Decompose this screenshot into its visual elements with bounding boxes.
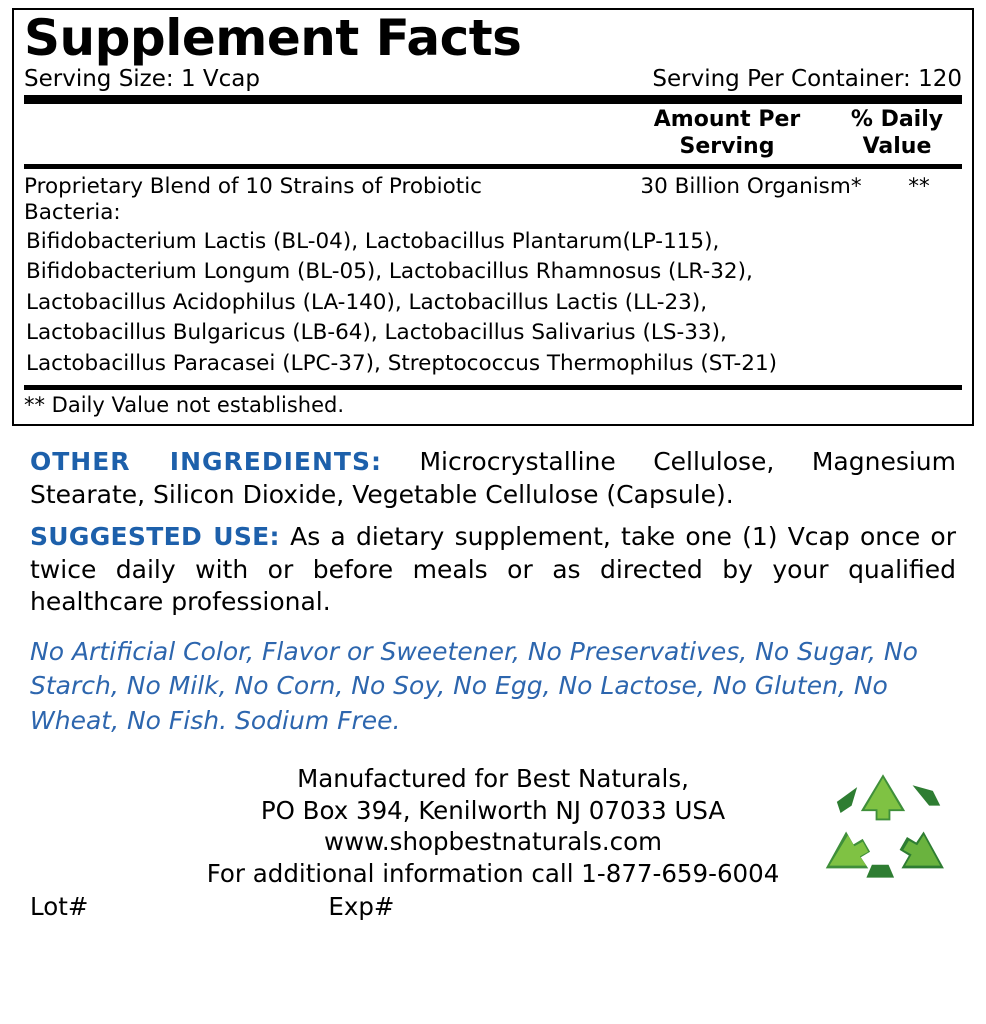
other-ingredients-heading: OTHER INGREDIENTS: — [30, 447, 382, 477]
blend-amount-value: 30 Billion Organism* — [640, 174, 862, 200]
strain-list — [24, 227, 962, 386]
column-header-dv-line2: Value — [862, 133, 932, 159]
manufacturer-name: Manufactured for Best Naturals, — [297, 764, 689, 794]
table-column-headers — [24, 104, 962, 164]
website-url: www.shopbestnaturals.com — [324, 827, 662, 857]
servings-per-container: Serving Per Container: 120 — [652, 66, 962, 92]
blend-name-line1: Proprietary Blend of 10 Strains of Probiotic — [24, 174, 482, 200]
column-header-daily-value — [832, 107, 962, 160]
divider-thick-top — [24, 95, 962, 104]
list-item: Bifidobacterium Longum (BL-05), Lactobacillus Rhamnosus (LR-32), — [26, 259, 753, 285]
other-ingredients-text: Microcrystalline Cellulose, Magnesium Stearate, Silicon Dioxide, Vegetable Cellulose (Capsule). — [30, 447, 956, 509]
supplement-facts-panel — [12, 8, 974, 426]
suggested-use-heading: SUGGESTED USE: — [30, 522, 280, 552]
blend-name-line2: Bacteria: — [24, 200, 121, 226]
contact-phone: For additional information call 1-877-659-6004 — [206, 858, 780, 888]
manufacturer-address: PO Box 394, Kenilworth NJ 07033 USA — [260, 795, 726, 825]
column-header-dv-line1: % Daily — [850, 107, 944, 133]
list-item: Lactobacillus Paracasei (LPC-37), Streptococcus Thermophilus (ST-21) — [26, 350, 778, 376]
exp-label: Exp# — [328, 891, 395, 921]
serving-size: Serving Size: 1 Vcap — [24, 66, 260, 92]
list-item: Lactobacillus Acidophilus (LA-140), Lactobacillus Lactis (LL-23), — [26, 289, 708, 315]
page-title: Supplement Facts — [24, 9, 522, 67]
free-from-statement: No Artificial Color, Flavor or Sweetener, No Preservatives, No Sugar, No Starch, No Milk, No Corn, No Soy, No Egg, No Lactose, No Gluten, No Wheat, No Fish. Sodium Free. — [30, 636, 918, 735]
label-body-text — [12, 426, 974, 738]
manufacturer-footer — [12, 763, 974, 922]
list-item: Bifidobacterium Lactis (BL-04), Lactobacillus Plantarum(LP-115), — [26, 228, 720, 254]
lot-exp-row — [12, 889, 974, 922]
other-ingredients-paragraph — [30, 446, 956, 511]
column-header-amount — [622, 107, 832, 160]
suggested-use-text: As a dietary supplement, take one (1) Vcap once or twice daily with or before meals or as directed by your qualified healthcare professional. — [30, 522, 956, 617]
column-header-amount-line1: Amount Per — [653, 107, 801, 133]
lot-label: Lot# — [30, 891, 89, 921]
column-header-amount-line2: Serving — [679, 133, 775, 159]
blend-daily-value: ** — [908, 174, 930, 200]
recycle-icon — [808, 765, 958, 885]
blend-name — [24, 174, 626, 226]
daily-value-footnote: ** Daily Value not established. — [24, 393, 345, 418]
list-item: Lactobacillus Bulgaricus (LB-64), Lactobacillus Salivarius (LS-33), — [26, 320, 727, 346]
suggested-use-paragraph — [30, 521, 956, 619]
table-row — [24, 169, 962, 226]
serving-info-row — [24, 66, 962, 92]
